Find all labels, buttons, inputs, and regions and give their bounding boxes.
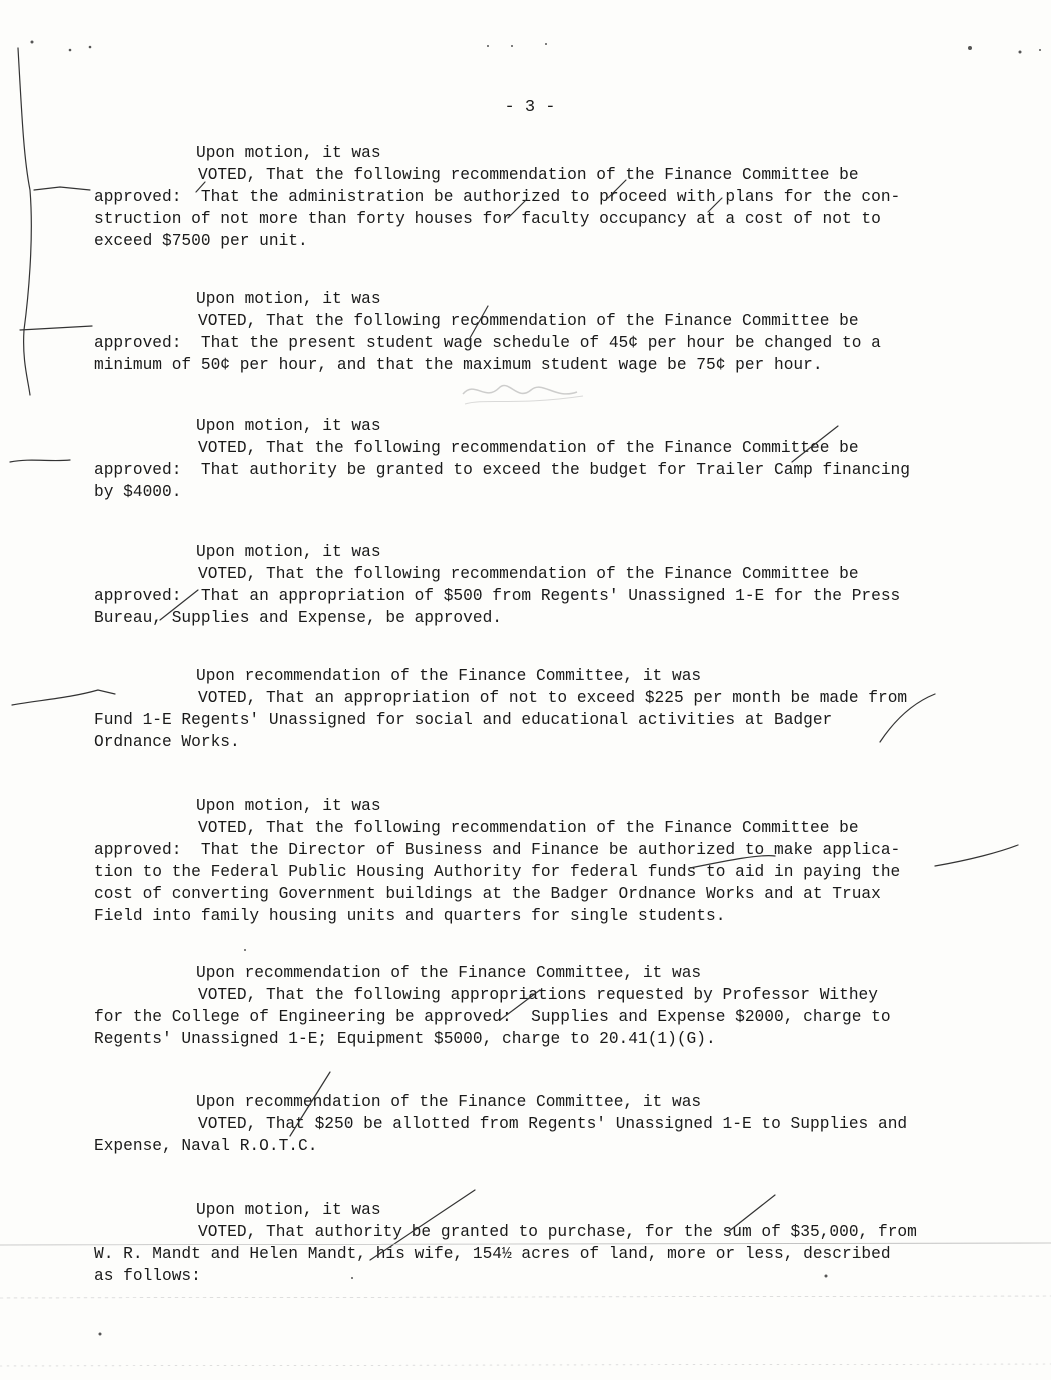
resolution-7 <box>94 962 979 1050</box>
resolution-9 <box>94 1199 979 1287</box>
resolution-text-line: by $4000. <box>94 483 182 501</box>
resolution-text-line: Regents' Unassigned 1-E; Equipment $5000, charge to 20.41(1)(G). <box>94 1030 716 1048</box>
resolution-voted-line: VOTED, That the following recommendation of the Finance Committee be <box>198 439 859 457</box>
resolution-text-line: Field into family housing units and quarters for single students. <box>94 907 726 925</box>
resolution-8 <box>94 1091 979 1157</box>
resolution-text-line: Fund 1-E Regents' Unassigned for social and educational activities at Badger <box>94 711 833 729</box>
resolution-voted-line: VOTED, That the following appropriations requested by Professor Withey <box>198 986 878 1004</box>
resolution-text-line: Expense, Naval R.O.T.C. <box>94 1137 318 1155</box>
resolution-text-line: approved: That the administration be authorized to proceed with plans for the con- <box>94 188 901 206</box>
resolution-text-line: struction of not more than forty houses for faculty occupancy at a cost of not to <box>94 210 881 228</box>
resolution-text-line: approved: That authority be granted to exceed the budget for Trailer Camp financing <box>94 461 910 479</box>
resolution-voted-line: VOTED, That the following recommendation of the Finance Committee be <box>198 565 859 583</box>
scan-line <box>0 1296 1051 1298</box>
resolution-intro: Upon motion, it was <box>196 144 381 162</box>
resolution-text-line: tion to the Federal Public Housing Authority for federal funds to aid in paying the <box>94 863 901 881</box>
resolution-intro: Upon motion, it was <box>196 417 381 435</box>
resolution-text-line: exceed $7500 per unit. <box>94 232 308 250</box>
resolution-intro: Upon recommendation of the Finance Committee, it was <box>196 1093 702 1111</box>
resolution-voted-line: VOTED, That the following recommendation of the Finance Committee be <box>198 166 859 184</box>
resolution-voted-line: VOTED, That the following recommendation of the Finance Committee be <box>198 819 859 837</box>
resolution-text-line: W. R. Mandt and Helen Mandt, his wife, 154½ acres of land, more or less, described <box>94 1245 891 1263</box>
page-number: - 3 - <box>504 98 556 117</box>
margin-tick-mark <box>34 187 90 190</box>
resolution-voted-line: VOTED, That $250 be allotted from Regents' Unassigned 1-E to Supplies and <box>198 1115 908 1133</box>
resolution-6 <box>94 795 979 927</box>
resolution-2 <box>94 288 979 376</box>
faint-handwriting-smudge <box>455 372 590 412</box>
resolution-text-line: Ordnance Works. <box>94 733 240 751</box>
resolution-text-line: approved: That the present student wage schedule of 45¢ per hour be changed to a <box>94 334 881 352</box>
resolution-intro: Upon recommendation of the Finance Committee, it was <box>196 667 702 685</box>
resolution-voted-line: VOTED, That the following recommendation of the Finance Committee be <box>198 312 859 330</box>
margin-bracket-mark <box>18 48 31 395</box>
resolution-5 <box>94 665 979 753</box>
margin-tick-mark <box>20 326 92 330</box>
resolution-voted-line: VOTED, That authority be granted to purchase, for the sum of $35,000, from <box>198 1223 917 1241</box>
resolution-text-line: Bureau, Supplies and Expense, be approved. <box>94 609 502 627</box>
resolution-intro: Upon motion, it was <box>196 290 381 308</box>
resolution-text-line: approved: That the Director of Business and Finance be authorized to make applica- <box>94 841 901 859</box>
resolution-text-line: cost of converting Government buildings at the Badger Ordnance Works and at Truax <box>94 885 881 903</box>
resolution-intro: Upon motion, it was <box>196 797 381 815</box>
resolution-intro: Upon motion, it was <box>196 543 381 561</box>
scan-line <box>0 1364 1051 1366</box>
resolution-4 <box>94 541 979 629</box>
resolution-intro: Upon motion, it was <box>196 1201 381 1219</box>
resolution-3 <box>94 415 979 503</box>
resolution-voted-line: VOTED, That an appropriation of not to exceed $225 per month be made from <box>198 689 908 707</box>
margin-tick-mark <box>10 460 70 462</box>
resolution-intro: Upon recommendation of the Finance Committee, it was <box>196 964 702 982</box>
resolution-text-line: approved: That an appropriation of $500 from Regents' Unassigned 1-E for the Press <box>94 587 901 605</box>
resolution-1 <box>94 142 979 252</box>
resolution-text-line: minimum of 50¢ per hour, and that the maximum student wage be 75¢ per hour. <box>94 356 823 374</box>
resolution-text-line: for the College of Engineering be approved: Supplies and Expense $2000, charge to <box>94 1008 891 1026</box>
resolution-text-line: as follows: <box>94 1267 201 1285</box>
